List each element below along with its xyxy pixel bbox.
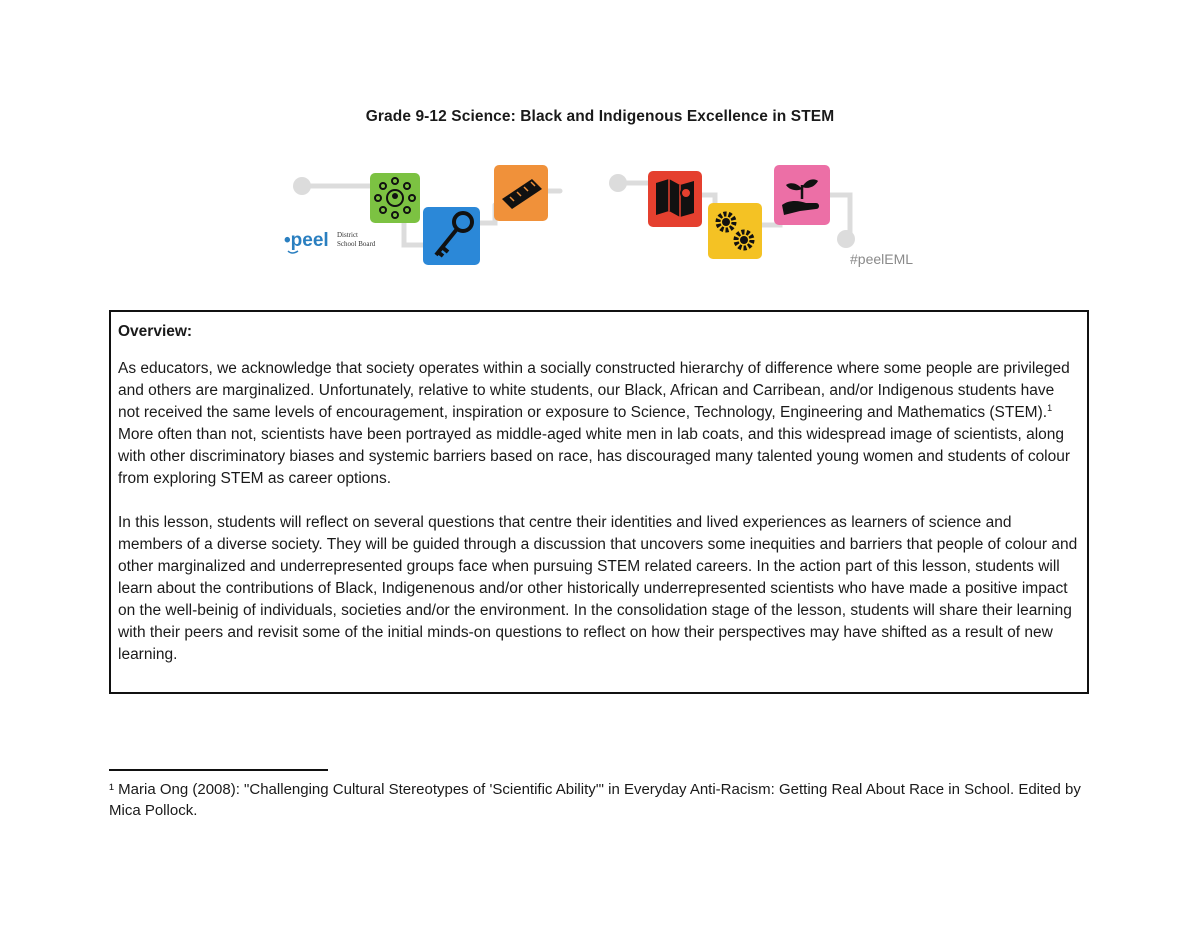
overview-paragraph-2: In this lesson, students will reflect on several questions that centre their identities and lived experiences as learners of science and members of a diverse society. They will be guided through a discussion that uncovers some inequities and barriers that people of colour and other marginalized and underrepresented groups face when pursuing STEM related careers. In the action part of this lesson, students will learn about the contributions of Black, Indigenenous and/or other historically underrepresented scientists who have made a positive impact on the well-beinig of individuals, societies and/or the environment. In the consolidation stage of the lesson, students will share their learning with their peers and revisit some of the initial minds-on questions to reflect on how their perspectives may have shifted as a result of new learning.: [118, 514, 1078, 663]
peel-logo: [284, 230, 376, 253]
network-people-icon: [370, 173, 420, 223]
gears-icon: [708, 203, 762, 259]
overview-paragraph-1: [118, 358, 1080, 490]
overview-paragraph-1-continued: More often than not, scientists have been portrayed as middle-aged white men in lab coats, and this widespread image of scientists, along with other discriminatory biases and systemic barriers based on race, has discouraged many talented young women and students of colour from exploring STEM as career options.: [118, 426, 1071, 487]
footnote: [109, 779, 1099, 821]
svg-text:School Board: School Board: [337, 240, 376, 248]
hashtag-label: #peelEML: [850, 251, 914, 267]
footnote-divider: [109, 769, 328, 771]
header-banner: [270, 155, 930, 280]
footnote-text: Maria Ong (2008): "Challenging Cultural Stereotypes of 'Scientific Ability'" in Everyday Anti-Racism: Getting Real About Race in School. Edited by Mica Pollock.: [109, 781, 1081, 819]
overview-paragraph-1-text: As educators, we acknowledge that society operates within a socially constructed hierarchy of difference where some people are privileged and others are marginalized. Unfortunately, relative to white students, our Black, African and Carribean, and/or Indigenous students have not received the same levels of encouragement, inspiration or exposure to Science, Technology, Engineering and Mathematics (STEM).: [118, 360, 1070, 421]
footnote-reference[interactable]: 1: [1047, 402, 1053, 413]
ruler-icon: [494, 165, 548, 221]
page-title: Grade 9-12 Science: Black and Indigenous Excellence in STEM: [365, 108, 835, 125]
footnote-marker: ¹: [109, 781, 114, 798]
key-icon: [423, 207, 480, 265]
svg-text:•peel: •peel: [284, 230, 329, 251]
map-icon: [648, 171, 702, 227]
svg-text:District: District: [337, 231, 358, 239]
overview-heading: Overview:: [118, 323, 193, 340]
seedling-hand-icon: [774, 165, 830, 225]
overview-box: [109, 310, 1089, 694]
